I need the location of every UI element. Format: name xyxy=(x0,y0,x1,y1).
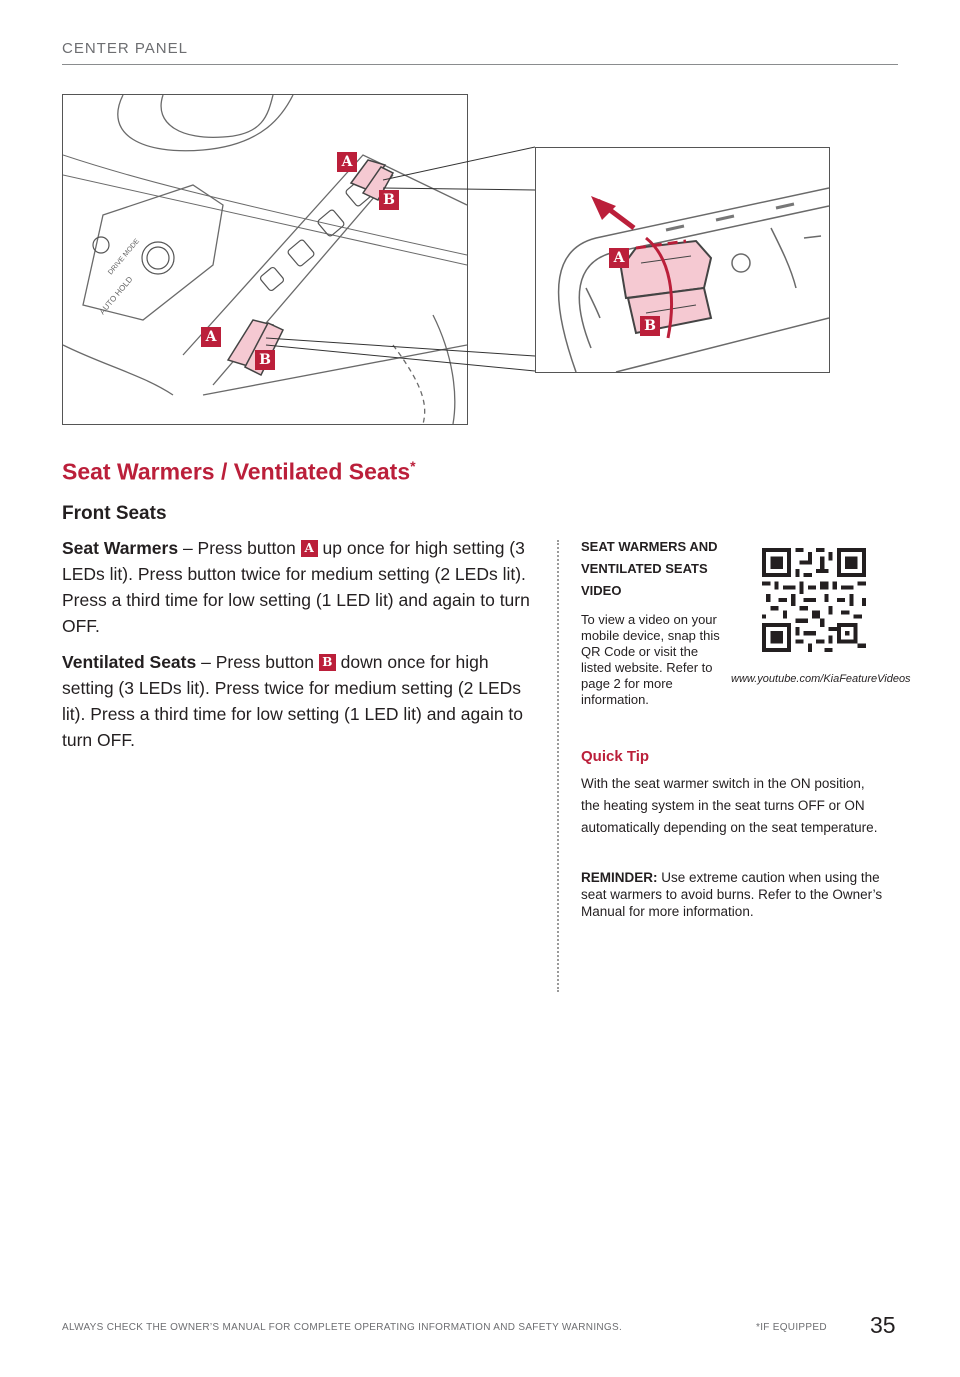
switch-zoom-drawing xyxy=(536,148,829,372)
section-title: CENTER PANEL xyxy=(62,40,188,57)
zoom-callout-a: A xyxy=(609,248,629,268)
footer-disclaimer: ALWAYS CHECK THE OWNER’S MANUAL FOR COMPLETE OPERATING INFORMATION AND SAFETY WARNINGS. xyxy=(62,1322,623,1333)
seat-warmers-lead: Seat Warmers xyxy=(62,538,179,558)
seat-warmers-paragraph: Seat Warmers – Press button A up once for high setting (3 LEDs lit). Press button twice for medium setting (2 LEDs lit). Press a third time for low setting (1 LED lit) and again to turn OFF. xyxy=(62,538,530,636)
ventilated-seats-lead: Ventilated Seats xyxy=(62,652,197,672)
zoom-callout-b: B xyxy=(640,316,660,336)
button-b-badge: B xyxy=(319,654,336,671)
video-title: SEAT WARMERS AND VENTILATED SEATS VIDEO xyxy=(581,539,718,598)
button-a-badge: A xyxy=(301,540,318,557)
reminder-label: REMINDER: xyxy=(581,870,658,885)
video-description: To view a video on your mobile device, snap this QR Code or visit the listed website. Refer to page 2 for more information. xyxy=(581,612,720,707)
callout-b-lower: B xyxy=(255,350,275,370)
callout-b-upper: B xyxy=(379,190,399,210)
reminder-note: REMINDER: Use extreme caution when using the seat warmers to avoid burns. Refer to the Owner’s Manual for more information. xyxy=(581,870,883,919)
drive-mode-label: DRIVE MODE xyxy=(107,237,142,277)
sub-heading: Front Seats xyxy=(62,503,167,524)
page-number: 35 xyxy=(870,1312,896,1338)
footer-if-equipped: *IF EQUIPPED xyxy=(756,1322,827,1333)
callout-a-upper: A xyxy=(337,152,357,172)
if-equipped-mark: * xyxy=(410,458,416,474)
qr-code[interactable] xyxy=(762,548,866,652)
main-heading: Seat Warmers / Ventilated Seats* xyxy=(62,458,416,485)
column-divider xyxy=(557,540,559,992)
quick-tip-text: With the seat warmer switch in the ON position, the heating system in the seat turns OFF or ON automatically depending on the seat temperature. xyxy=(581,776,878,835)
quick-tip-title: Quick Tip xyxy=(581,748,650,765)
auto-hold-label: AUTO HOLD xyxy=(97,274,135,317)
callout-a-lower: A xyxy=(201,327,221,347)
switch-zoom-illustration xyxy=(535,147,830,373)
ventilated-seats-paragraph: Ventilated Seats – Press button B down once for high setting (3 LEDs lit). Press twice for medium setting (2 LEDs lit). Press a third time for low setting (1 LED lit) and again to turn OFF. xyxy=(62,652,524,750)
video-url-link[interactable]: www.youtube.com/KiaFeatureVideos xyxy=(731,673,911,685)
